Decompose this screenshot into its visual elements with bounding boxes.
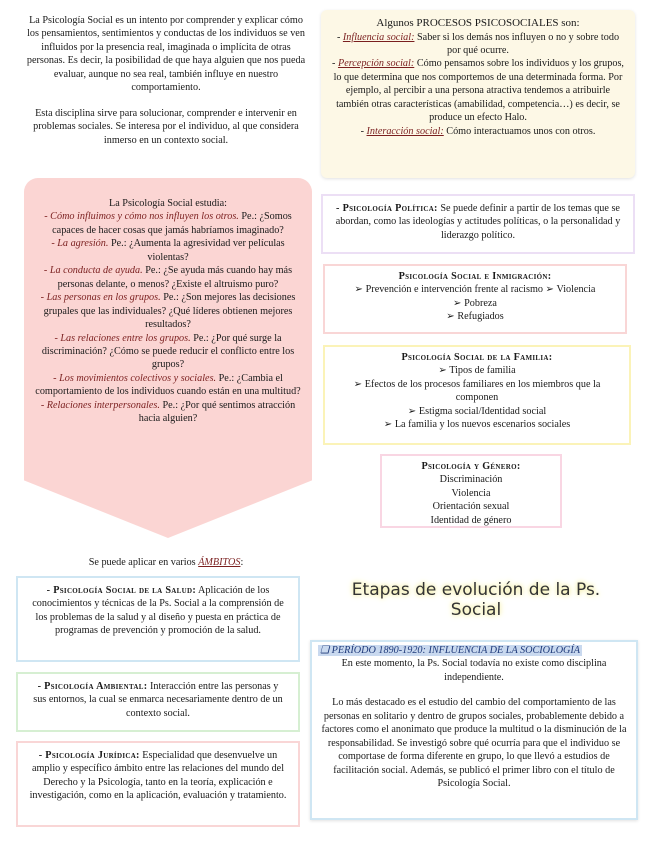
- periodo-title: ❑ PERÍODO 1890-1920: INFLUENCIA DE LA SOCIOLOGÍA: [320, 645, 581, 656]
- inmigracion-item: ➢ Violencia: [545, 284, 596, 296]
- estudia-item: - Los movimientos colectivos y sociales. Pe.: ¿Cambia el comportamiento de los individuos cuando están en una multitud?: [35, 372, 301, 398]
- genero-item: Orientación sexual: [432, 501, 510, 513]
- inmigracion-item: ➢ Pobreza: [453, 297, 497, 309]
- procesos-item: - Percepción social: Cómo pensamos sobre los individuos y los grupos, lo que determina que nos comportemos de una determinada forma. Por ejemplo, al percibir a una persona atractiva tendemos a atribuirle también otras características (amabilidad, competencia…) es decir, se produce un efecto Halo.: [332, 58, 624, 124]
- estudia-item: - Cómo influimos y cómo nos influyen los otros. Pe.: ¿Somos capaces de hacer cosas que jamás habríamos imaginado?: [44, 211, 292, 236]
- genero-item: Discriminación: [439, 474, 503, 486]
- juridica-text: Especialidad que desenvuelve un amplio y específico ámbito entre las relaciones del mundo del Derecho y la Psicología, tanto en la teoría, explicación e investigación, como en la aplicación, evaluación y tratamiento.: [29, 750, 287, 802]
- periodo-paragraph-2: Lo más destacado es el estudio del cambio del comportamiento de las personas en solitario y dentro de grupos sociales, probablemente debido a factores como el anonimato que produce la multitud o la disminución de la responsabilidad. Se investigó sobre qué ocurría para que el individuo se comportase de forma diferente en grupo, lo que llevó a estudios de facilitación social. Además, se publicó el primer libro con el título de Psicología Social.: [321, 697, 627, 790]
- familia-card: [323, 345, 631, 445]
- estudia-item: - Las personas en los grupos. Pe.: ¿Son mejores las decisiones grupales que las individuales? ¿Qué líderes obtienen mejores resultados?: [40, 292, 296, 331]
- inmigracion-item: ➢ Refugiados: [446, 311, 504, 323]
- genero-item: Violencia: [451, 487, 491, 499]
- salud-text: Aplicación de los conocimientos y técnicas de la Ps. Social a la comprensión de los problemas de la salud y al diseño y puesta en práctica de programas de prevención y promoción de la salud.: [32, 585, 284, 637]
- estudia-content: [34, 197, 302, 426]
- genero-item: Identidad de género: [430, 514, 512, 526]
- politica-card: [321, 194, 635, 254]
- procesos-item: - Influencia social: Saber si los demás nos influyen o no y sobre todo por qué ocurre.: [336, 31, 620, 56]
- juridica-card: [16, 741, 300, 827]
- familia-item: ➢ Tipos de familia: [438, 365, 516, 377]
- salud-card: [16, 576, 300, 662]
- juridica-title: - Psicología Jurídica:: [38, 750, 140, 761]
- inmigracion-title: Psicología Social e Inmigración:: [398, 271, 552, 282]
- ambitos-word: ÁMBITOS: [198, 557, 241, 568]
- estudia-item: - La agresión. Pe.: ¿Aumenta la agresividad ver películas violentas?: [51, 238, 285, 263]
- estudia-item: - Relaciones interpersonales. Pe.: ¿Por qué sentimos atracción hacia alguien?: [40, 399, 296, 425]
- procesos-card: [321, 10, 635, 178]
- procesos-item: - Interacción social: Cómo interactuamos unos con otros.: [360, 125, 596, 137]
- intro-paragraph-2: Esta disciplina sirve para solucionar, comprender e intervenir en problemas sociales. Se interesa por el individuo, al que considera inmerso en un contexto social.: [33, 107, 299, 146]
- familia-item: ➢ Efectos de los procesos familiares en los miembros que la componen: [353, 378, 601, 404]
- ambitos-lead: Se puede aplicar en varios ÁMBITOS:: [88, 557, 244, 568]
- ambiental-text: Interacción entre las personas y sus entornos, la cual se enmarca necesariamente dentro de un contexto social.: [33, 681, 283, 719]
- estudia-title: La Psicología Social estudia:: [109, 198, 227, 209]
- periodo-paragraph-1: En este momento, la Ps. Social todavía no existe como disciplina independiente.: [341, 658, 607, 683]
- etapas-title: Etapas de evolución de la Ps. Social: [351, 580, 601, 621]
- genero-card: [380, 454, 562, 528]
- politica-title: - Psicología Política:: [336, 203, 438, 214]
- ambiental-title: - Psicología Ambiental:: [37, 681, 148, 692]
- inmigracion-item: ➢ Prevención e intervención frente al racismo: [354, 284, 543, 296]
- politica-text: Se puede definir a partir de los temas que se abordan, como las ideologías y actitudes políticas, o la personalidad y liderazgo político.: [335, 203, 621, 241]
- ambiental-card: [16, 672, 300, 732]
- familia-title: Psicología Social de la Familia:: [401, 352, 553, 363]
- intro-paragraph-1: La Psicología Social es un intento por comprender y explicar cómo los pensamientos, sentimientos y conductas de los individuos se ven influidos por la presencia real, imaginada o implícita de otras personas. Es decir, la posibilidad de que haya alguien que nos pueda evaluar, aunque no sea real, también influye en nuestro comportamiento.: [26, 15, 306, 94]
- salud-title: - Psicología Social de la Salud:: [46, 585, 197, 596]
- estudia-item: - Las relaciones entre los grupos. Pe.: ¿Por qué surge la discriminación? ¿Cómo se puede reducir el conflicto entre los grupos?: [41, 332, 295, 371]
- inmigracion-card: [323, 264, 627, 334]
- periodo-card: [310, 640, 638, 820]
- familia-item: ➢ La familia y los nuevos escenarios sociales: [383, 419, 571, 431]
- estudia-item: - La conducta de ayuda. Pe.: ¿Se ayuda más cuando hay más personas delante, o menos? ¿Existe el altruismo puro?: [43, 265, 293, 290]
- genero-title: Psicología y Género:: [421, 461, 521, 472]
- familia-item: ➢ Estigma social/Identidad social: [407, 405, 547, 417]
- procesos-title: Algunos PROCESOS PSICOSOCIALES son:: [376, 17, 580, 29]
- intro-text: [22, 14, 310, 147]
